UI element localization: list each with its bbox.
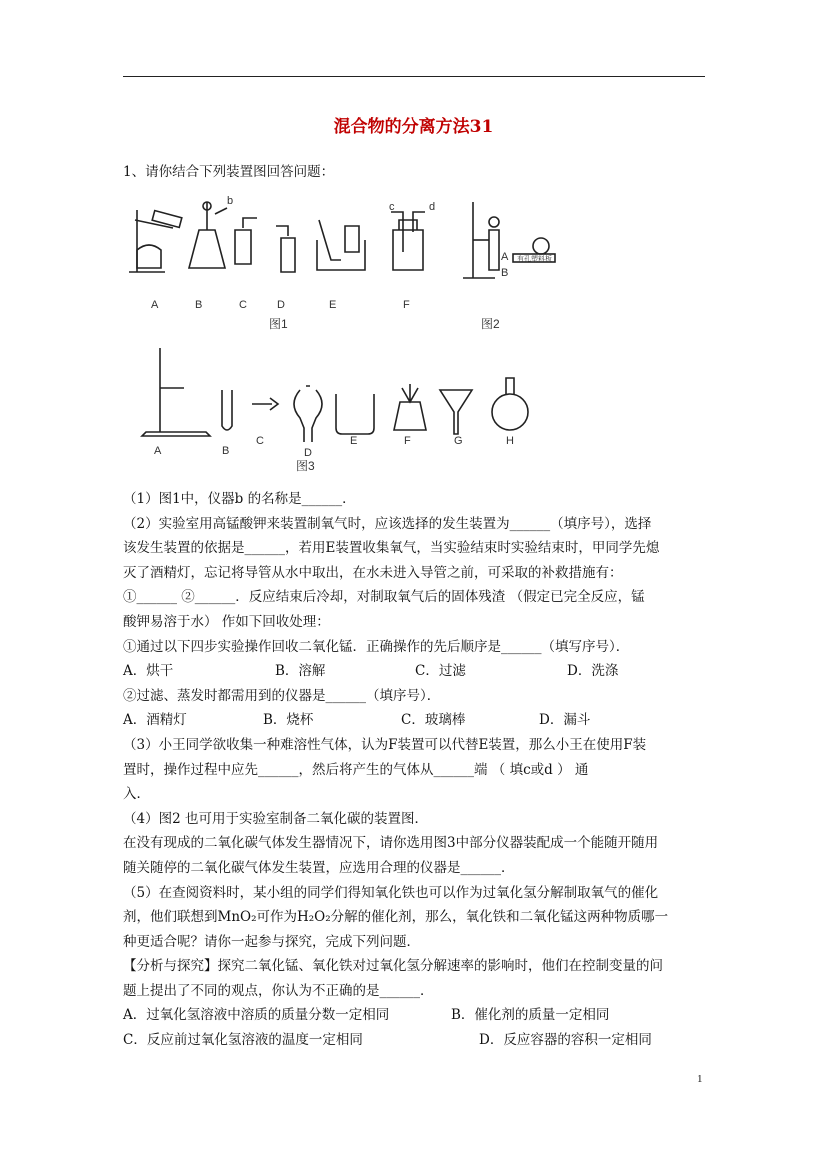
figure-1-and-2 bbox=[123, 190, 563, 335]
text-line: 灭了酒精灯，忘记将导管从水中取出，在水未进入导管之前，可采取的补救措施有： bbox=[123, 564, 623, 581]
options-row bbox=[123, 1003, 713, 1028]
text-line: 剂，他们联想到MnO₂可作为H₂O₂分解的催化剂，那么，氧化铁和二氧化锰这两种物质哪一 bbox=[123, 909, 669, 926]
fig3-label-f: F bbox=[404, 435, 411, 447]
options-row bbox=[123, 1028, 713, 1053]
fig1-label-c: c bbox=[389, 201, 395, 213]
option: C．反应前过氧化氢溶液的温度一定相同 bbox=[123, 1032, 363, 1049]
text-line: 随关随停的二氧化碳气体发生装置，应选用合理的仪器是______． bbox=[123, 859, 515, 876]
fig3-caption: 图3 bbox=[296, 459, 315, 473]
text-line: ①______ ②______．反应结束后冷却，对制取氧气后的固体残渣 （假定已完全反应，锰 bbox=[123, 589, 645, 606]
fig1-label-d-letter: D bbox=[277, 299, 285, 311]
fig2-tag-a: A bbox=[501, 251, 509, 263]
fig3-label-c: C bbox=[256, 435, 264, 447]
text-line: 入． bbox=[123, 786, 150, 803]
fig1-caption: 图1 bbox=[269, 317, 288, 331]
question-intro: 1、请你结合下列装置图回答问题： bbox=[123, 164, 335, 180]
text-line: 题上提出了不同的观点，你认为不正确的是______． bbox=[123, 982, 434, 999]
fig3-label-e: E bbox=[350, 435, 358, 447]
fig2-mesh-label: 有孔塑料板 bbox=[517, 256, 552, 263]
option: D．漏斗 bbox=[539, 712, 591, 729]
text-line: ①通过以下四步实验操作回收二氧化锰．正确操作的先后顺序是______（填写序号）． bbox=[123, 638, 630, 655]
text-line: （4）图2 也可用于实验室制备二氧化碳的装置图． bbox=[123, 810, 428, 827]
text-line: 该发生装置的依据是______，若用E装置收集氧气，当实验结束时实验结束时，甲同学先熄 bbox=[123, 540, 660, 557]
fig1-label-e: E bbox=[329, 299, 337, 311]
fig3-label-b: B bbox=[222, 445, 230, 457]
fig3-label-d: D bbox=[304, 447, 312, 459]
option: B．烧杯 bbox=[263, 712, 314, 729]
fig2-tag-b: B bbox=[501, 267, 509, 279]
option: A．酒精灯 bbox=[123, 712, 187, 729]
fig1-label-d: d bbox=[429, 201, 436, 213]
fig3-label-a: A bbox=[154, 445, 162, 457]
fig1-label-c-letter: C bbox=[239, 299, 247, 311]
option: D．洗涤 bbox=[567, 663, 619, 680]
option: C．过滤 bbox=[415, 663, 466, 680]
text-line: （3）小王同学欲收集一种难溶性气体，认为F装置可以代替E装置，那么小王在使用F装 bbox=[123, 736, 647, 753]
fig1-label-a: A bbox=[151, 299, 159, 311]
text-line: （1）图1中，仪器b 的名称是______． bbox=[123, 491, 356, 507]
option: B．催化剂的质量一定相同 bbox=[451, 1007, 610, 1024]
question-body bbox=[123, 487, 713, 1053]
fig3-label-g: G bbox=[454, 435, 463, 447]
option: B．溶解 bbox=[275, 663, 326, 680]
text-line: ②过滤、蒸发时都需用到的仪器是______（填序号）． bbox=[123, 687, 441, 704]
text-line: 种更适合呢？请你一起参与探究，完成下列问题． bbox=[123, 933, 420, 950]
page-number: 1 bbox=[697, 1073, 703, 1085]
text-line: 酸钾易溶于水） 作如下回收处理： bbox=[123, 613, 330, 630]
text-line: （2）实验室用高锰酸钾来装置制氧气时，应该选择的发生装置为______（填序号），选择 bbox=[123, 515, 652, 532]
fig1-label-f: F bbox=[403, 299, 410, 311]
option: C．玻璃棒 bbox=[401, 712, 466, 729]
text-line: 在没有现成的二氧化碳气体发生器情况下，请你选用图3中部分仪器装配成一个能随开随用 bbox=[123, 835, 659, 852]
page-title: 混合物的分离方法31 bbox=[333, 117, 494, 137]
options-row bbox=[123, 708, 713, 733]
fig3-label-h: H bbox=[506, 435, 514, 447]
options-row bbox=[123, 659, 713, 684]
text-line: 【分析与探究】探究二氧化锰、氧化铁对过氧化氢分解速率的影响时，他们在控制变量的问 bbox=[123, 958, 663, 975]
text-line: （5）在查阅资料时，某小组的同学们得知氧化铁也可以作为过氧化氢分解制取氧气的催化 bbox=[123, 884, 659, 901]
option: D．反应容器的容积一定相同 bbox=[479, 1032, 652, 1049]
option: A．过氧化氢溶液中溶质的质量分数一定相同 bbox=[123, 1007, 390, 1024]
fig1-label-b-letter: B bbox=[195, 299, 203, 311]
fig2-caption: 图2 bbox=[481, 317, 500, 331]
text-line: 置时，操作过程中应先______，然后将产生的气体从______端 （ 填c或d ） 通 bbox=[123, 761, 589, 778]
option: A．烘干 bbox=[123, 663, 174, 680]
fig1-label-b: b bbox=[227, 195, 234, 207]
figure-3 bbox=[140, 344, 540, 474]
header-rule bbox=[123, 76, 705, 77]
